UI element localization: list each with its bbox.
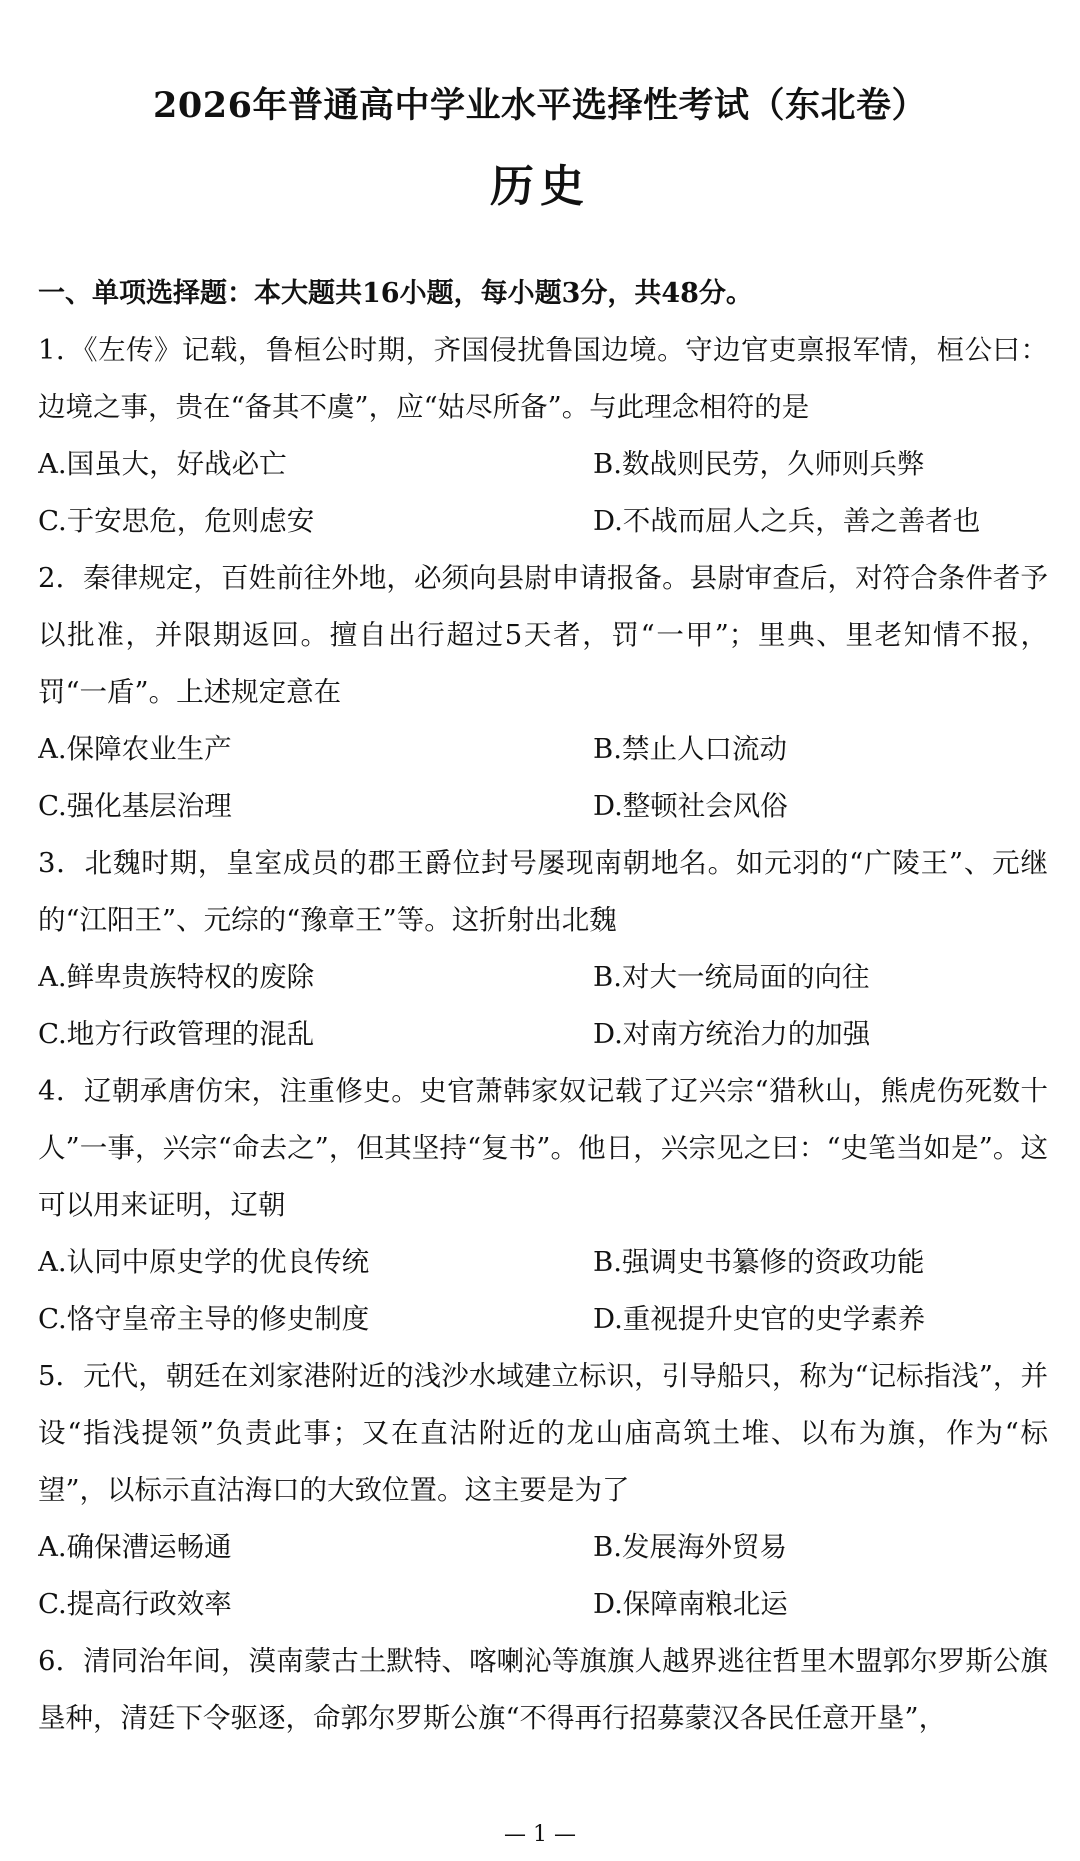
option-c: C.恪守皇帝主导的修史制度 <box>38 1303 370 1335</box>
question-6 <box>38 1633 1048 1747</box>
option-a: A.确保漕运畅通 <box>38 1531 232 1563</box>
option-b: B.禁止人口流动 <box>593 733 787 765</box>
option-c: C.提高行政效率 <box>38 1588 232 1620</box>
question-2 <box>38 550 1048 835</box>
option-d: D.不战而屈人之兵，善之善者也 <box>593 505 981 537</box>
option-list <box>38 949 1048 1063</box>
question-4 <box>38 1063 1048 1348</box>
question-stem: 6．清同治年间，漠南蒙古土默特、喀喇沁等旗旗人越界逃往哲里木盟郭尔罗斯公旗垦种，清廷下令驱逐，命郭尔罗斯公旗“不得再行招募蒙汉各民任意开垦”， <box>38 1645 1048 1734</box>
option-a: A.鲜卑贵族特权的废除 <box>38 961 315 993</box>
page-number: — 1 — <box>504 1822 576 1847</box>
question-stem: 3．北魏时期，皇室成员的郡王爵位封号屡现南朝地名。如元羽的“广陵王”、元继的“江阳王”、元综的“豫章王”等。这折射出北魏 <box>38 847 1048 936</box>
option-b: B.发展海外贸易 <box>593 1531 787 1563</box>
question-stem: 5．元代，朝廷在刘家港附近的浅沙水域建立标识，引导船只，称为“记标指浅”，并设“指浅提领”负责此事；又在直沽附近的龙山庙高筑土堆、以布为旗，作为“标望”，以标示直沽海口的大致位置。这主要是为了 <box>38 1360 1048 1506</box>
question-stem: 4．辽朝承唐仿宋，注重修史。史官萧韩家奴记载了辽兴宗“猎秋山，熊虎伤死数十人”一事，兴宗“命去之”，但其坚持“复书”。他日，兴宗见之曰：“史笔当如是”。这可以用来证明，辽朝 <box>38 1075 1048 1221</box>
option-d: D.保障南粮北运 <box>593 1588 788 1620</box>
option-c: C.强化基层治理 <box>38 790 232 822</box>
question-section <box>38 266 1048 1747</box>
option-list <box>38 721 1048 835</box>
section-heading: 一、单项选择题：本大题共16小题，每小题3分，共48分。 <box>38 278 753 309</box>
question-1 <box>38 322 1048 550</box>
question-stem: 2．秦律规定，百姓前往外地，必须向县尉申请报备。县尉审查后，对符合条件者予以批准，并限期返回。擅自出行超过5天者，罚“一甲”；里典、里老知情不报，罚“一盾”。上述规定意在 <box>38 562 1048 708</box>
option-list <box>38 1234 1048 1348</box>
option-a: A.认同中原史学的优良传统 <box>38 1246 370 1278</box>
option-d: D.对南方统治力的加强 <box>593 1018 871 1050</box>
option-a: A.国虽大，好战必亡 <box>38 448 287 480</box>
option-b: B.强调史书纂修的资政功能 <box>593 1246 925 1278</box>
subject-title: 历史 <box>490 161 590 212</box>
option-b: B.对大一统局面的向往 <box>593 961 870 993</box>
option-c: C.地方行政管理的混乱 <box>38 1018 315 1050</box>
question-5 <box>38 1348 1048 1633</box>
option-b: B.数战则民劳，久师则兵弊 <box>593 448 925 480</box>
option-c: C.于安思危，危则虑安 <box>38 505 315 537</box>
option-a: A.保障农业生产 <box>38 733 232 765</box>
option-list <box>38 1519 1048 1633</box>
exam-title: 2026年普通高中学业水平选择性考试（东北卷） <box>153 85 927 126</box>
option-d: D.重视提升史官的史学素养 <box>593 1303 926 1335</box>
option-list <box>38 436 1048 550</box>
question-stem: 1．《左传》记载，鲁桓公时期，齐国侵扰鲁国边境。守边官吏禀报军情，桓公曰：边境之事，贵在“备其不虞”，应“姑尽所备”。与此理念相符的是 <box>38 334 1048 423</box>
option-d: D.整顿社会风俗 <box>593 790 788 822</box>
question-3 <box>38 835 1048 1063</box>
